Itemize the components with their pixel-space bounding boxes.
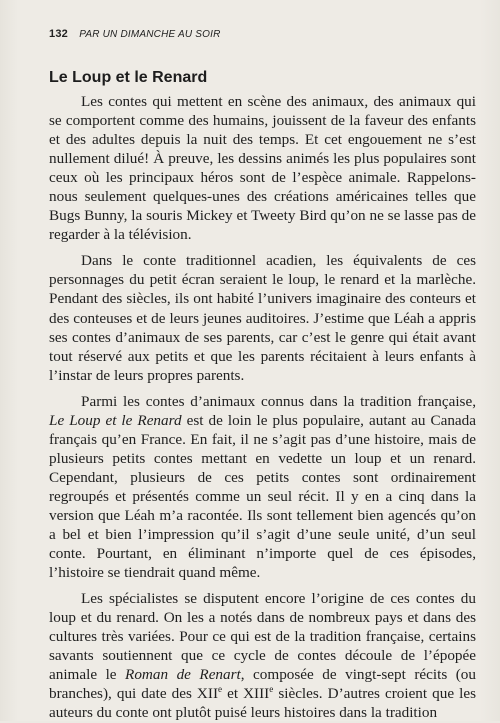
paragraph-2: Dans le conte traditionnel acadien, les équivalents de ces personnages du petit écran seraient le loup, le renard et la marlèche. Pendant des siècles, ils ont habité l’univers imaginaire des conteurs et des conteuses et de leurs jeunes auditoires. J’estime que Léah a appris ses contes d’animaux de ses parents, car c’est le genre qui était avant tout réservé aux petits et que les parents récitaient à leurs enfants à l’instar de leurs propres parents. xyxy=(49,252,476,384)
running-title: PAR UN DIMANCHE AU SOIR xyxy=(79,29,221,40)
section-heading: Le Loup et le Renard xyxy=(49,69,208,86)
paragraph-4 xyxy=(49,589,476,722)
paragraph-3-end: est de loin le plus populaire, autant au Canada français qu’en France. En fait, il ne s’agit pas d’une histoire, mais de plusieurs petits contes mettant en vedette un loup et un renard. Cependant, plusieurs de ces petits contes sont ordinairement regroupés et présentés comme un seul récit. Il y en a cinq dans la version que Léah m’a racontée. Ils sont tellement bien agencés qu’on a bel et bien l’impression qu’il s’agit d’une seule unité, d’un seul conte. Pourtant, en éliminant n’importe quel de ces épisodes, l’histoire se tiendrait quand même. xyxy=(49,411,477,582)
paragraph-4-end: siècles. D’autres croient que les auteurs du conte ont plutôt puisé leurs histoires dans la tradition xyxy=(49,685,476,722)
paragraph-3 xyxy=(49,392,476,582)
italic-title-loup-renard: Le Loup et le Renard xyxy=(49,411,182,429)
running-header xyxy=(49,28,221,40)
body-text xyxy=(49,92,476,723)
page-number: 132 xyxy=(49,28,68,40)
paragraph-3-start: Parmi les contes d’animaux connus dans la tradition française, xyxy=(81,392,476,410)
paragraph-4-middle: , composée de vingt-sept récits (ou branches), qui date des XII xyxy=(49,666,476,703)
paragraph-1: Les contes qui mettent en scène des animaux, des animaux qui se comportent comme des humains, jouissent de la faveur des enfants et des adultes depuis la nuit des temps. Et cet engouement ne s’est nullement dilué! À preuve, les dessins animés les plus populaires sont ceux où les principaux héros sont de l’espèce animale. Rappelons-nous seulement quelques-unes des créations américaines telles que Bugs Bunny, la souris Mickey et Tweety Bird qu’on ne se lasse pas de regarder à la télévision. xyxy=(49,93,476,244)
superscript-2: e xyxy=(269,684,274,695)
superscript-1: e xyxy=(218,684,223,695)
paragraph-4-start: Les spécialistes se disputent encore l’origine de ces contes du loup et du renard. On les a notés dans de nombreux pays et dans des cultures très variées. Pour ce qui est de la tradition française, certains savants soutiennent que ce cycle de contes découle de l’épopée animale le xyxy=(49,590,476,684)
italic-title-roman-renart: Roman de Renart xyxy=(125,666,241,684)
paragraph-4-conj: et XIII xyxy=(222,685,270,703)
